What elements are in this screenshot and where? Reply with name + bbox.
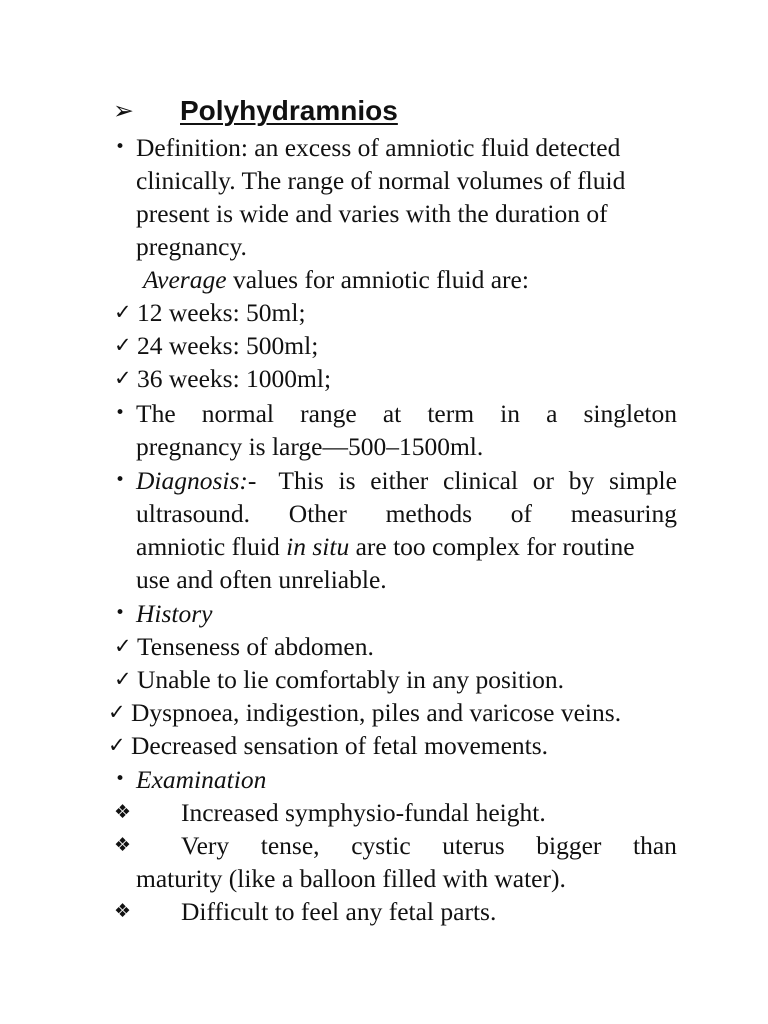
page-title: Polyhydramnios [180, 95, 398, 126]
definition-line-1: Definition: an excess of amniotic fluid detected [136, 133, 621, 162]
checkmark-icon: ✓ [108, 700, 126, 724]
in-situ-italic: in situ [286, 532, 350, 561]
diagnosis-line-2 [136, 497, 677, 530]
checkmark-icon: ✓ [114, 300, 132, 324]
word: normal [201, 399, 274, 428]
average-value-36-weeks: 36 weeks: 1000ml; [137, 364, 332, 393]
average-value-24-weeks: 24 weeks: 500ml; [137, 331, 319, 360]
checkmark-icon: ✓ [114, 634, 132, 658]
average-italic: Average [143, 265, 227, 294]
word: singleton [583, 399, 677, 428]
examination-item-2-line-2: maturity (like a balloon filled with water). [136, 864, 566, 893]
normal-range-line-1 [136, 397, 677, 430]
word: either [370, 466, 429, 495]
history-item: Unable to lie comfortably in any position. [137, 665, 565, 694]
definition-line-4: pregnancy. [136, 232, 247, 261]
word: ultrasound. [136, 499, 251, 528]
bullet-icon: • [115, 470, 126, 490]
history-item: Dyspnoea, indigestion, piles and varicose veins. [131, 698, 622, 727]
diagnosis-label: Diagnosis:- [136, 466, 257, 495]
arrow-bullet-icon: ➢ [113, 96, 134, 125]
word: or [532, 466, 555, 495]
examination-item-2-line-1 [181, 829, 677, 862]
word: a [546, 399, 558, 428]
bullet-icon: • [115, 769, 126, 789]
diagnosis-line-3-before: amniotic fluid [136, 532, 287, 561]
word: uterus [442, 831, 505, 860]
checkmark-icon: ✓ [114, 366, 132, 390]
examination-item-3: Difficult to feel any fetal parts. [181, 897, 497, 926]
diagnosis-line-4: use and often unreliable. [136, 565, 387, 594]
average-value-12-weeks: 12 weeks: 50ml; [137, 298, 306, 327]
word: The [136, 399, 176, 428]
diamond-bullet-icon: ❖ [114, 900, 132, 922]
word: simple [608, 466, 677, 495]
word: clinical [443, 466, 519, 495]
history-heading-text: History [136, 599, 213, 628]
diamond-bullet-icon: ❖ [114, 801, 132, 823]
examination-item-1: Increased symphysio-fundal height. [181, 798, 546, 827]
diamond-bullet-icon: ❖ [114, 834, 132, 856]
word: by [568, 466, 595, 495]
examination-heading [136, 763, 266, 796]
word: in [500, 399, 520, 428]
definition-line-2: clinically. The range of normal volumes of fluid [136, 166, 626, 195]
bullet-icon: • [115, 603, 126, 623]
average-rest: values for amniotic fluid are: [226, 265, 529, 294]
word: Very [181, 831, 230, 860]
diagnosis-line-3-after: are too complex for routine [349, 532, 635, 561]
definition-line-3: present is wide and varies with the duration of [136, 199, 608, 228]
word: cystic [351, 831, 411, 860]
history-heading [136, 597, 213, 630]
bullet-icon: • [115, 403, 126, 423]
word: of [510, 499, 533, 528]
word: at [382, 399, 402, 428]
average-values-intro [143, 263, 529, 296]
normal-range-line-2: pregnancy is large—500–1500ml. [136, 432, 484, 461]
word: term [427, 399, 475, 428]
diagnosis-line-1-words [278, 464, 677, 497]
diagnosis-line-1 [136, 464, 677, 497]
word: bigger [536, 831, 602, 860]
word: is [338, 466, 356, 495]
word: tense, [260, 831, 320, 860]
bullet-icon: • [115, 137, 126, 157]
word: range [300, 399, 357, 428]
word: This [278, 466, 324, 495]
word: than [633, 831, 677, 860]
word: methods [385, 499, 473, 528]
diagnosis-line-3 [136, 530, 635, 563]
history-item: Tenseness of abdomen. [137, 632, 374, 661]
history-item: Decreased sensation of fetal movements. [131, 731, 549, 760]
word: measuring [570, 499, 677, 528]
checkmark-icon: ✓ [114, 667, 132, 691]
checkmark-icon: ✓ [108, 733, 126, 757]
checkmark-icon: ✓ [114, 333, 132, 357]
word: Other [288, 499, 347, 528]
examination-heading-text: Examination [136, 765, 267, 794]
